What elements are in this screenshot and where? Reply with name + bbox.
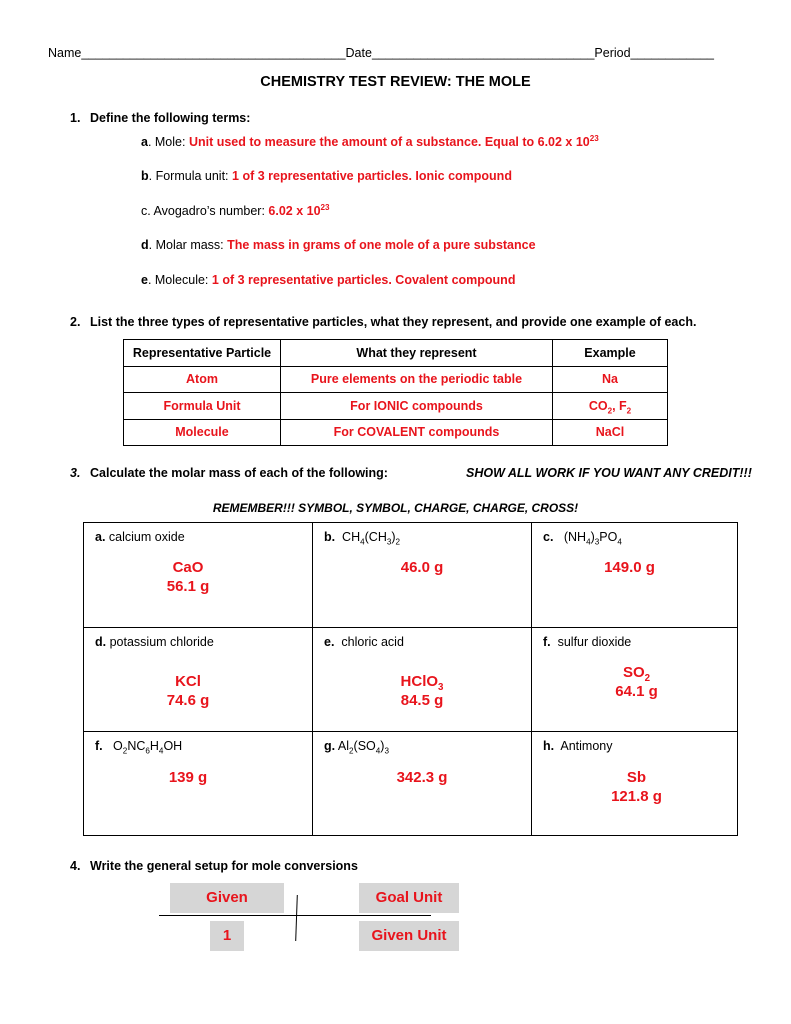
table-cell: For IONIC compounds	[281, 393, 553, 420]
column-header: Example	[553, 340, 668, 367]
molar-mass-grid	[83, 522, 738, 836]
table-cell: NaCl	[553, 419, 668, 446]
table-cell: Formula Unit	[124, 393, 281, 420]
def-answer: 1 of 3 representative particles. Covalent compound	[211, 273, 516, 287]
def-term: . Molecule:	[147, 273, 209, 287]
remember-note: REMEMBER!!! SYMBOL, SYMBOL, CHARGE, CHARGE, CROSS!	[212, 501, 579, 515]
one-box: 1	[210, 921, 244, 951]
question-number: 2.	[70, 315, 81, 329]
page-title: CHEMISTRY TEST REVIEW: THE MOLE	[260, 74, 531, 90]
date-label: Date	[345, 46, 372, 60]
problem-cell-f: f. sulfur dioxide $SO_2$ 64.1 g	[532, 628, 738, 732]
def-letter: d	[141, 238, 149, 252]
definition-molar-mass	[141, 238, 536, 252]
name-label: Name	[48, 46, 82, 60]
question-prompt: Calculate the molar mass of each of the following:	[90, 466, 388, 480]
table-cell: Atom	[124, 366, 281, 393]
question-prompt: List the three types of representative particles, what they represent, and provide one example of each.	[90, 315, 697, 329]
question-number: 1.	[70, 111, 81, 125]
date-field[interactable]: ________________________________	[371, 46, 595, 60]
given-box: Given	[170, 883, 284, 913]
problem-cell-a: a. calcium oxide CaO 56.1 g	[84, 523, 313, 628]
table-cell: Na	[553, 366, 668, 393]
column-header: What they represent	[281, 340, 553, 367]
definition-molecule	[141, 273, 515, 287]
problem-cell-e: e. chloric acid HClO$_3$ 84.5 g	[313, 628, 532, 732]
definition-mole	[141, 135, 599, 149]
def-answer: 1 of 3 representative particles. Ionic compound	[232, 169, 512, 183]
table-cell: For COVALENT compounds	[281, 419, 553, 446]
def-term: . Mole:	[147, 135, 186, 149]
question-2	[70, 315, 696, 329]
goal-unit-box: Goal Unit	[359, 883, 459, 913]
name-field[interactable]: ______________________________________	[81, 46, 346, 60]
problem-cell-h: g. $Al_2(SO_4)_3$ 342.3 g	[313, 732, 532, 836]
def-letter: e	[141, 273, 148, 287]
def-term: . Formula unit:	[148, 169, 229, 183]
table-cell: Molecule	[124, 419, 281, 446]
question-prompt: Define the following terms:	[90, 111, 251, 125]
student-info-line	[48, 46, 738, 60]
def-letter: a	[141, 135, 148, 149]
definition-avogadro	[141, 204, 330, 218]
table-header-row	[124, 340, 668, 367]
question-3	[70, 466, 388, 480]
table-row	[124, 419, 668, 446]
particle-table	[123, 339, 668, 446]
given-unit-box: Given Unit	[359, 921, 459, 951]
work-note: SHOW ALL WORK IF YOU WANT ANY CREDIT!!!	[466, 466, 752, 480]
question-4	[70, 859, 358, 873]
question-number: 3.	[70, 466, 81, 480]
column-header: Representative Particle	[124, 340, 281, 367]
period-field[interactable]: ____________	[630, 46, 714, 60]
divider-line	[295, 895, 298, 941]
def-answer: Unit used to measure the amount of a substance. Equal to 6.02 x $10^{23}$	[188, 133, 599, 149]
fraction-line	[159, 915, 431, 916]
problem-cell-i: h. Antimony Sb 121.8 g	[532, 732, 738, 836]
def-term: . Avogadro’s number:	[147, 204, 265, 218]
table-row	[124, 393, 668, 420]
problem-cell-b: b. $CH_4(CH_3)_2$ 46.0 g	[313, 523, 532, 628]
table-row	[124, 366, 668, 393]
definition-formula-unit	[141, 169, 512, 183]
table-cell: Pure elements on the periodic table	[281, 366, 553, 393]
problem-cell-g: f. $O_2NC_6H_4OH$ 139 g	[84, 732, 313, 836]
problem-cell-c: c. $(NH_4)_3PO_4$ 149.0 g	[532, 523, 738, 628]
question-prompt: Write the general setup for mole conversions	[90, 859, 358, 873]
def-answer: 6.02 x $10^{23}$	[268, 202, 330, 218]
question-number: 4.	[70, 859, 81, 873]
def-answer: The mass in grams of one mole of a pure substance	[227, 238, 536, 252]
def-letter: c	[141, 204, 148, 218]
question-1	[70, 111, 250, 125]
period-label: Period	[594, 46, 631, 60]
table-cell: $CO_2$, $F_2$	[553, 393, 668, 420]
problem-cell-d: d. potassium chloride KCl 74.6 g	[84, 628, 313, 732]
def-letter: b	[141, 169, 149, 183]
def-term: . Molar mass:	[148, 238, 224, 252]
